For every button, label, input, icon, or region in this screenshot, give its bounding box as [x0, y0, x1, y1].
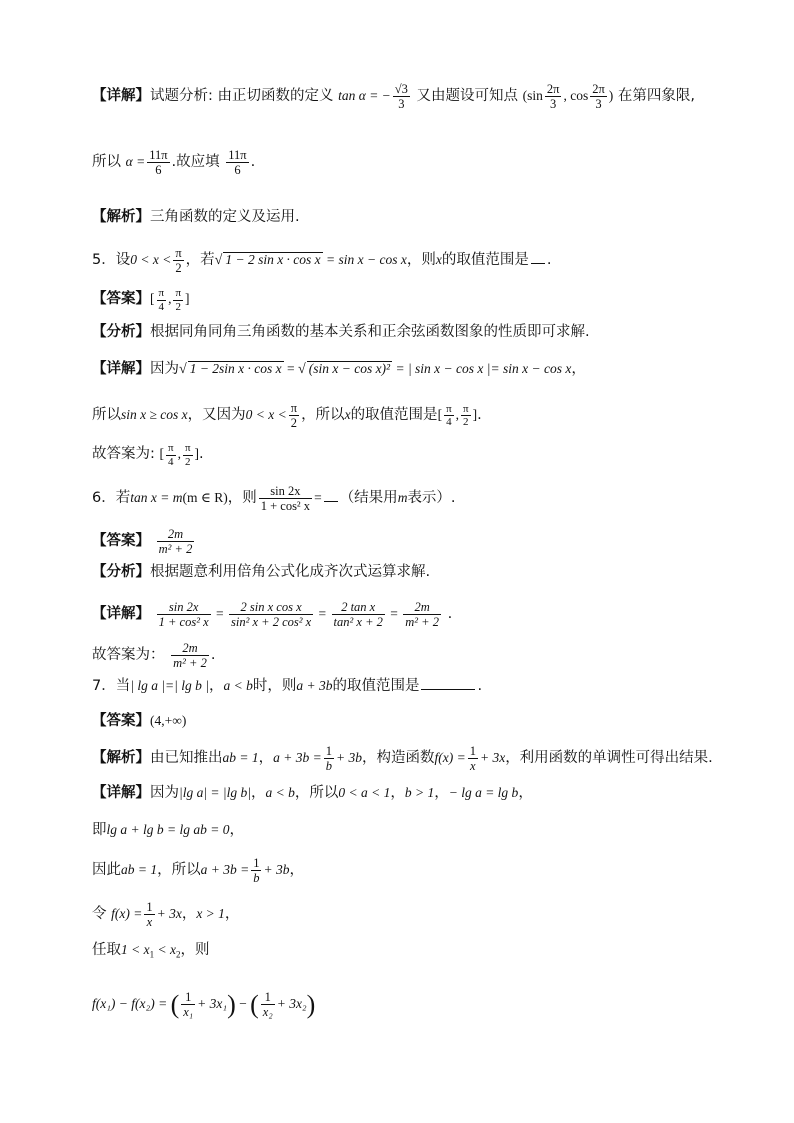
q7-step-3: 令 f(x) = $\frac{1}{x}$ + 3x，x > 1，: [92, 900, 240, 930]
detail-line-1: 【详解】试题分析: 由正切函数的定义 tan α = − $\frac{√3}{3}$ 又由题设可知点 (sin $\frac{2\pi}{3}$ , cos $\frac{2\pi}{3}$ ) 在第四象限,: [92, 82, 695, 112]
math-tan-alpha: tan α = − $\frac{√3}{3}$: [338, 82, 408, 112]
q6-analysis: 【分析】根据题意利用倍角公式化成齐次式运算求解.: [92, 564, 431, 580]
q7-answer: 【答案】(4,+∞): [92, 713, 187, 729]
q5-final: 故答案为: [ $\frac{\pi}{4}$ , $\frac{\pi}{2}$ ].: [92, 442, 204, 468]
answer-blank: [324, 501, 338, 502]
detail-line-2: 所以 α = $\frac{11\pi}{6}$ .故应填 $\frac{11\pi}{6}$ .: [92, 148, 256, 178]
q6-detail: 【详解】 $\frac{\sin 2x}{\text{1 + cos² x}}$ = $\frac{\text{2 sin x cos x}}{\text{sin² x + 2 cos² x}}$ = $\frac{\text{2 tan x}}{\text{tan² x + 2}}$ = $\frac{2m}{\text{m² + 2}}$ .: [92, 600, 453, 630]
tag-analysis: 【解析】: [92, 209, 150, 225]
math-answer-fill: $\frac{11\pi}{6}$: [228, 148, 247, 178]
q7-step-1: 即lg a + lg b = lg ab = 0，: [92, 822, 244, 838]
q5-detail: 【详解】因为√ 1 − 2sin x · cos x = √ (sin x − cos x)² = | sin x − cos x |= sin x − cos x，: [92, 361, 586, 377]
question-7: 7．当| lg a |=| lg b |，a < b时，则a + 3b的取值范围是 .: [92, 678, 483, 694]
answer-blank: [531, 263, 545, 264]
q5-detail-2: 所以sin x ≥ cos x，又因为0 < x < $\frac{\pi}{2}$ ，所以x的取值范围是[ $\frac{\pi}{4}$ , $\frac{\pi}{2}$ ].: [92, 401, 482, 431]
answer-blank: [421, 689, 475, 690]
q5-answer: 【答案】[ $\frac{\pi}{4}$ , $\frac{\pi}{2}$ ]: [92, 287, 190, 313]
math-point: (sin $\frac{2\pi}{3}$ , cos $\frac{2\pi}{3}$ ): [522, 82, 614, 112]
analysis-line: 【解析】三角函数的定义及运用.: [92, 209, 300, 225]
math-alpha: α = $\frac{11\pi}{6}$: [125, 148, 168, 178]
q7-detail: 【详解】因为|lg a| = |lg b|，a < b，所以0 < a < 1，b > 1，− lg a = lg b，: [92, 785, 533, 801]
q7-step-4: 任取$1 < x_1 < x_2$，则: [92, 942, 210, 960]
q7-step-5: f(x₁) − f(x₂) = ( $\frac{1}{\text{x₁}}$ + 3x₁) − ( $\frac{1}{\text{x₂}}$ + 3x₂): [92, 990, 316, 1020]
tag-detail: 【详解】: [92, 87, 150, 104]
q7-step-2: 因此ab = 1，所以a + 3b = $\frac{1}{b}$ + 3b，: [92, 856, 304, 886]
q5-analysis: 【分析】根据同角同角三角函数的基本关系和正余弦函数图象的性质即可求解.: [92, 324, 590, 340]
question-6: 6．若tan x = m(m ∈ R)，则 $\frac{\sin 2x}{\text{1 + cos² x}}$ = （结果用m表示）.: [92, 484, 456, 514]
question-5: 5．设0 < x < $\frac{\pi}{2}$ ，若√ 1 − 2 sin x · cos x = sin x − cos x，则x的取值范围是 .: [92, 246, 552, 276]
q6-answer: 【答案】 $\frac{2m}{\text{m² + 2}}$: [92, 527, 193, 557]
q6-final: 故答案为： $\frac{2m}{\text{m² + 2}}$ .: [92, 641, 216, 671]
q7-analysis: 【解析】由已知推出ab = 1，a + 3b = $\frac{1}{b}$ + 3b，构造函数f(x) = $\frac{1}{x}$ + 3x，利用函数的单调性可得出结果.: [92, 744, 713, 774]
